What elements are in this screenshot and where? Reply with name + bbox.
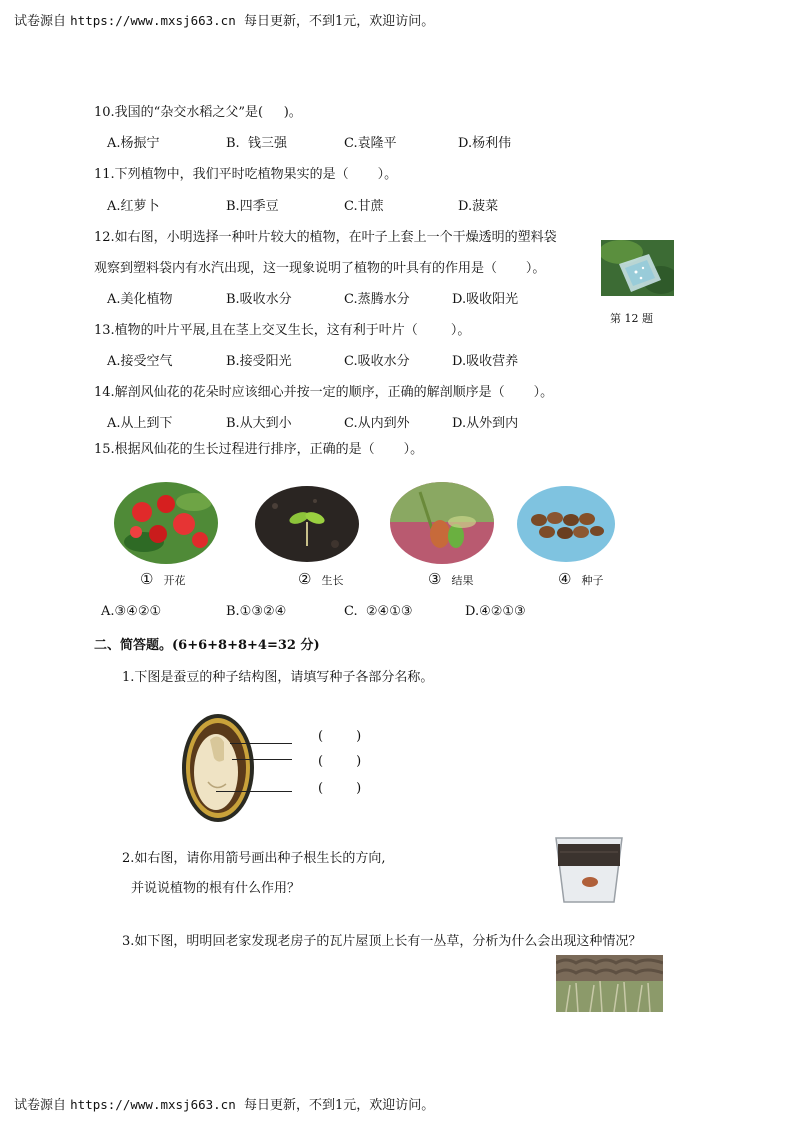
page-header [14,10,434,29]
s2-q1-stem: 1.下图是蚕豆的种子结构图，请填写种子各部分名称。 [122,670,434,685]
q11-option-c: C.甘蔗 [344,199,384,214]
seed-part-blank-1[interactable]: ( ) [318,729,362,744]
q10-option-c: C.袁隆平 [344,136,397,151]
stage-1-label [140,570,185,588]
q11-stem: 11.下列植物中，我们平时吃植物果实的是（ ）。 [94,167,398,182]
stage-4-text: 种子 [581,574,604,587]
q15-option-b: B.①③②④ [226,604,287,619]
stage-4-label [558,570,603,588]
s2-q2-stem-line2: 并说说植物的根有什么作用？ [131,881,301,896]
q12-stem-line1: 12.如右图，小明选择一种叶片较大的植物，在叶子上套上一个干燥透明的塑料袋 [94,230,557,245]
q11-option-a: A.红萝卜 [107,199,160,214]
stage-1-number: ① [140,570,154,588]
header-prefix: 试卷源自 [14,14,67,29]
seeds-image [517,486,615,562]
stage-2-label [298,570,343,588]
q11-option-b: B.四季豆 [226,199,279,214]
q14-option-d: D.从外到内 [452,416,519,431]
q12-option-a: A.美化植物 [107,292,173,307]
fruiting-image [390,482,494,564]
q12-figure-caption: 第 12 题 [610,312,653,325]
header-suffix: 每日更新，不到1元，欢迎访问。 [235,14,435,29]
pointer-line-1 [230,743,292,744]
q13-option-c: C.吸收水分 [344,354,410,369]
q15-option-a: A.③④②① [101,604,162,619]
plastic-bag-leaf-image [601,240,674,296]
seed-part-blank-3[interactable]: ( ) [318,781,362,796]
q10-stem: 10.我国的“杂交水稻之父”是( )。 [94,105,302,120]
stage-2-text: 生长 [321,574,344,587]
seed-cup-image [548,832,630,906]
section2-title: 二、简答题。(6+6+8+8+4=32 分) [94,638,320,653]
stage-4-number: ④ [558,570,572,588]
s2-q2-stem-line1: 2.如右图，请你用箭号画出种子根生长的方向, [122,851,386,866]
q12-option-d: D.吸收阳光 [452,292,519,307]
stage-3-text: 结果 [451,574,474,587]
stage-2-number: ② [298,570,312,588]
q13-option-a: A.接受空气 [107,354,173,369]
stage-3-number: ③ [428,570,442,588]
q10-option-b: B. 钱三强 [226,136,287,151]
q14-stem: 14.解剖风仙花的花朵时应该细心并按一定的顺序，正确的解剖顺序是（ ）。 [94,385,554,400]
q10-option-a: A.杨振宁 [107,136,160,151]
tile-roof-grass-image [556,955,663,1012]
page-footer [14,1094,434,1113]
q14-option-b: B.从大到小 [226,416,292,431]
q15-option-c: C. ②④①③ [344,604,413,619]
seed-part-blank-2[interactable]: ( ) [318,754,362,769]
seedling-image [255,486,359,562]
footer-url[interactable]: https://www.mxsj663.cn [70,1097,236,1112]
q12-option-b: B.吸收水分 [226,292,292,307]
q14-option-c: C.从内到外 [344,416,410,431]
q14-option-a: A.从上到下 [107,416,173,431]
stage-3-label [428,570,473,588]
stage-1-text: 开花 [163,574,186,587]
q13-option-d: D.吸收营养 [452,354,519,369]
q11-option-d: D.菠菜 [458,199,499,214]
q13-stem: 13.植物的叶片平展,且在茎上交叉生长，这有利于叶片（ ）。 [94,323,471,338]
q15-option-d: D.④②①③ [465,604,526,619]
q13-option-b: B.接受阳光 [226,354,292,369]
s2-q3-stem: 3.如下图，明明回老家发现老房子的瓦片屋顶上长有一丛草，分析为什么会出现这种情况？ [122,934,642,949]
q12-option-c: C.蒸腾水分 [344,292,410,307]
footer-suffix: 每日更新，不到1元，欢迎访问。 [235,1098,435,1113]
q12-stem-line2: 观察到塑料袋内有水汽出现，这一现象说明了植物的叶具有的作用是（ ）。 [94,261,546,276]
header-url[interactable]: https://www.mxsj663.cn [70,13,236,28]
flowering-image [114,482,218,564]
footer-prefix: 试卷源自 [14,1098,67,1113]
pointer-line-3 [216,791,292,792]
q15-stem: 15.根据风仙花的生长过程进行排序，正确的是（ ）。 [94,442,424,457]
broad-bean-seed-image [180,712,256,824]
pointer-line-2 [232,759,292,760]
q10-option-d: D.杨利伟 [458,136,512,151]
